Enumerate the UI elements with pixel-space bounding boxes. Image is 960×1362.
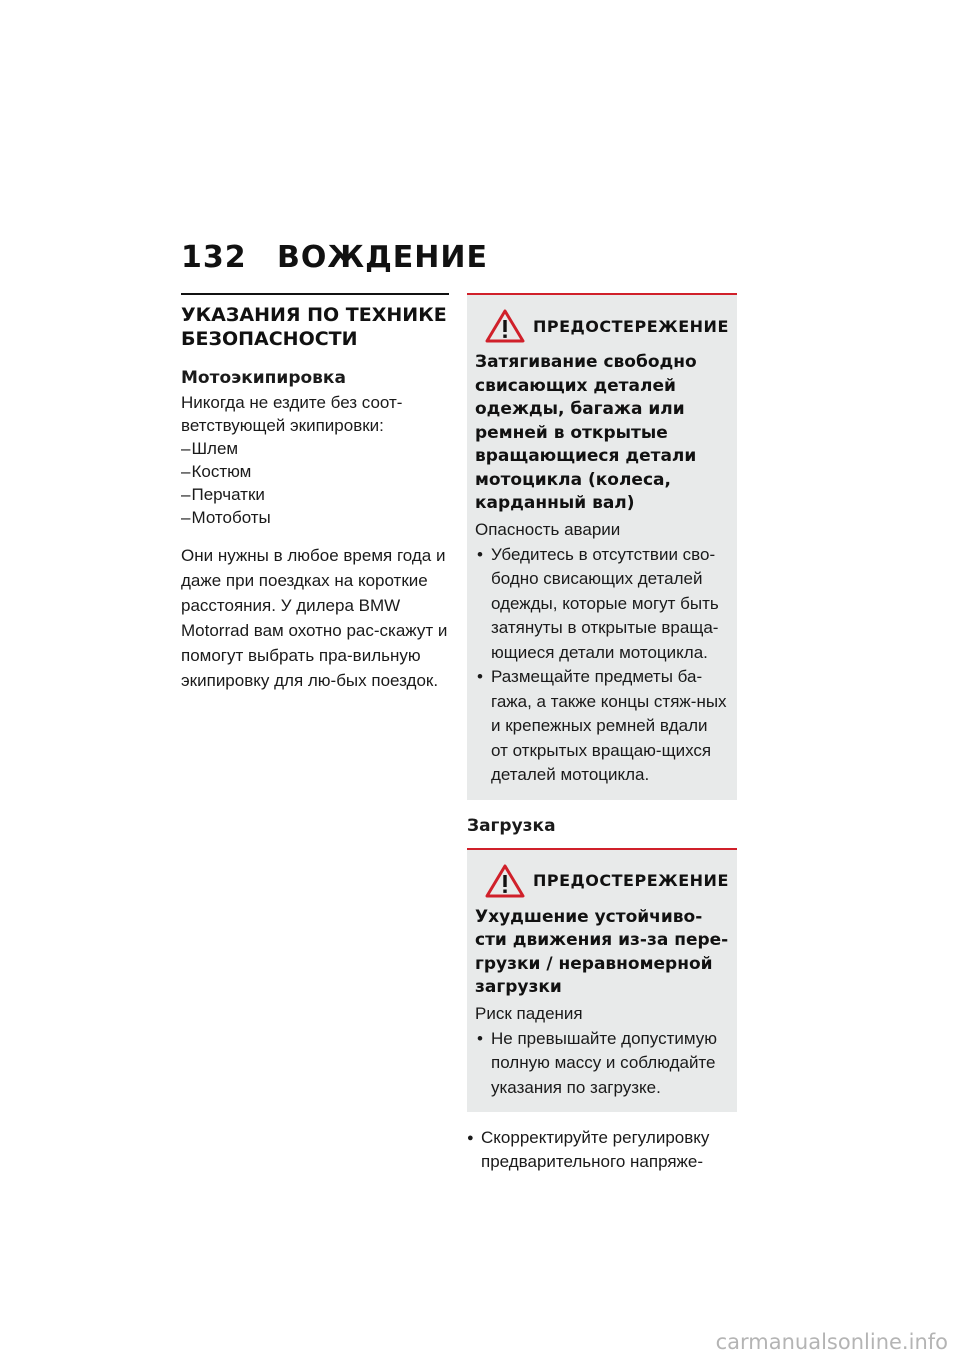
list-item: – Костюм (181, 460, 449, 483)
list-item: – Шлем (181, 437, 449, 460)
section-rule (181, 293, 449, 295)
right-column (467, 293, 737, 1174)
equipment-list (181, 437, 449, 529)
watermark: carmanualsonline.info (715, 1330, 948, 1354)
list-item: – Перчатки (181, 483, 449, 506)
loading-heading: Загрузка (467, 815, 556, 836)
warning-header (475, 309, 729, 343)
warning-title: ПРЕДОСТЕРЕЖЕНИЕ (533, 316, 729, 336)
warning-subtitle: Затягивание свободно свисающих деталей одежды, багажа или ремней в открытые вращающиеся детали мотоцикла (колеса, карданный вал) (475, 352, 697, 513)
warning-triangle-icon (485, 864, 525, 898)
chapter-title: ВОЖДЕНИЕ (277, 240, 489, 275)
warning-triangle-icon (485, 309, 525, 343)
warning-risk: Опасность аварии (475, 519, 621, 539)
action-list (467, 1126, 737, 1174)
list-item: • Размещайте предметы ба-гажа, а также концы стяж-ных и крепежных ремней вдали от открытых вращаю-щихся деталей мотоцикла. (475, 665, 729, 788)
page-number: 132 (181, 240, 247, 275)
warning-box-loading (467, 848, 737, 1113)
intro-text: Никогда не ездите без соот-ветствующей экипировки: (181, 393, 403, 435)
warning-box-entanglement (467, 293, 737, 800)
list-item: • Убедитесь в отсутствии сво-бодно свисающих деталей одежды, которые могут быть затянуты в открытые враща-ющиеся детали мотоцикла. (475, 543, 729, 666)
warning-title: ПРЕДОСТЕРЕЖЕНИЕ (533, 871, 729, 890)
equipment-paragraph: Они нужны в любое время года и даже при поездках на короткие расстояния. У дилера BMW Motorrad вам охотно рас-скажут и помогут выбрать пра-вильную экипировку для лю-бых поездок. (181, 546, 448, 690)
section-title: УКАЗАНИЯ ПО ТЕХНИКЕ БЕЗОПАСНОСТИ (181, 304, 447, 350)
warning-subtitle: Ухудшение устойчиво-сти движения из-за пере-грузки / неравномерной загрузки (475, 906, 729, 997)
list-item: • Не превышайте допустимую полную массу и соблюдайте указания по загрузке. (475, 1027, 729, 1101)
subheading-equipment: Мотоэкипировка (181, 368, 346, 388)
warning-header (475, 864, 729, 898)
list-item: – Мотоботы (181, 506, 449, 529)
action-item: ● Скорректируйте регулировку предварительного напряже- (467, 1126, 737, 1174)
left-column (181, 293, 449, 693)
warning-bullets (475, 543, 729, 788)
warning-bullets (475, 1027, 729, 1101)
page-header (181, 240, 488, 275)
warning-risk: Риск падения (475, 1003, 583, 1023)
